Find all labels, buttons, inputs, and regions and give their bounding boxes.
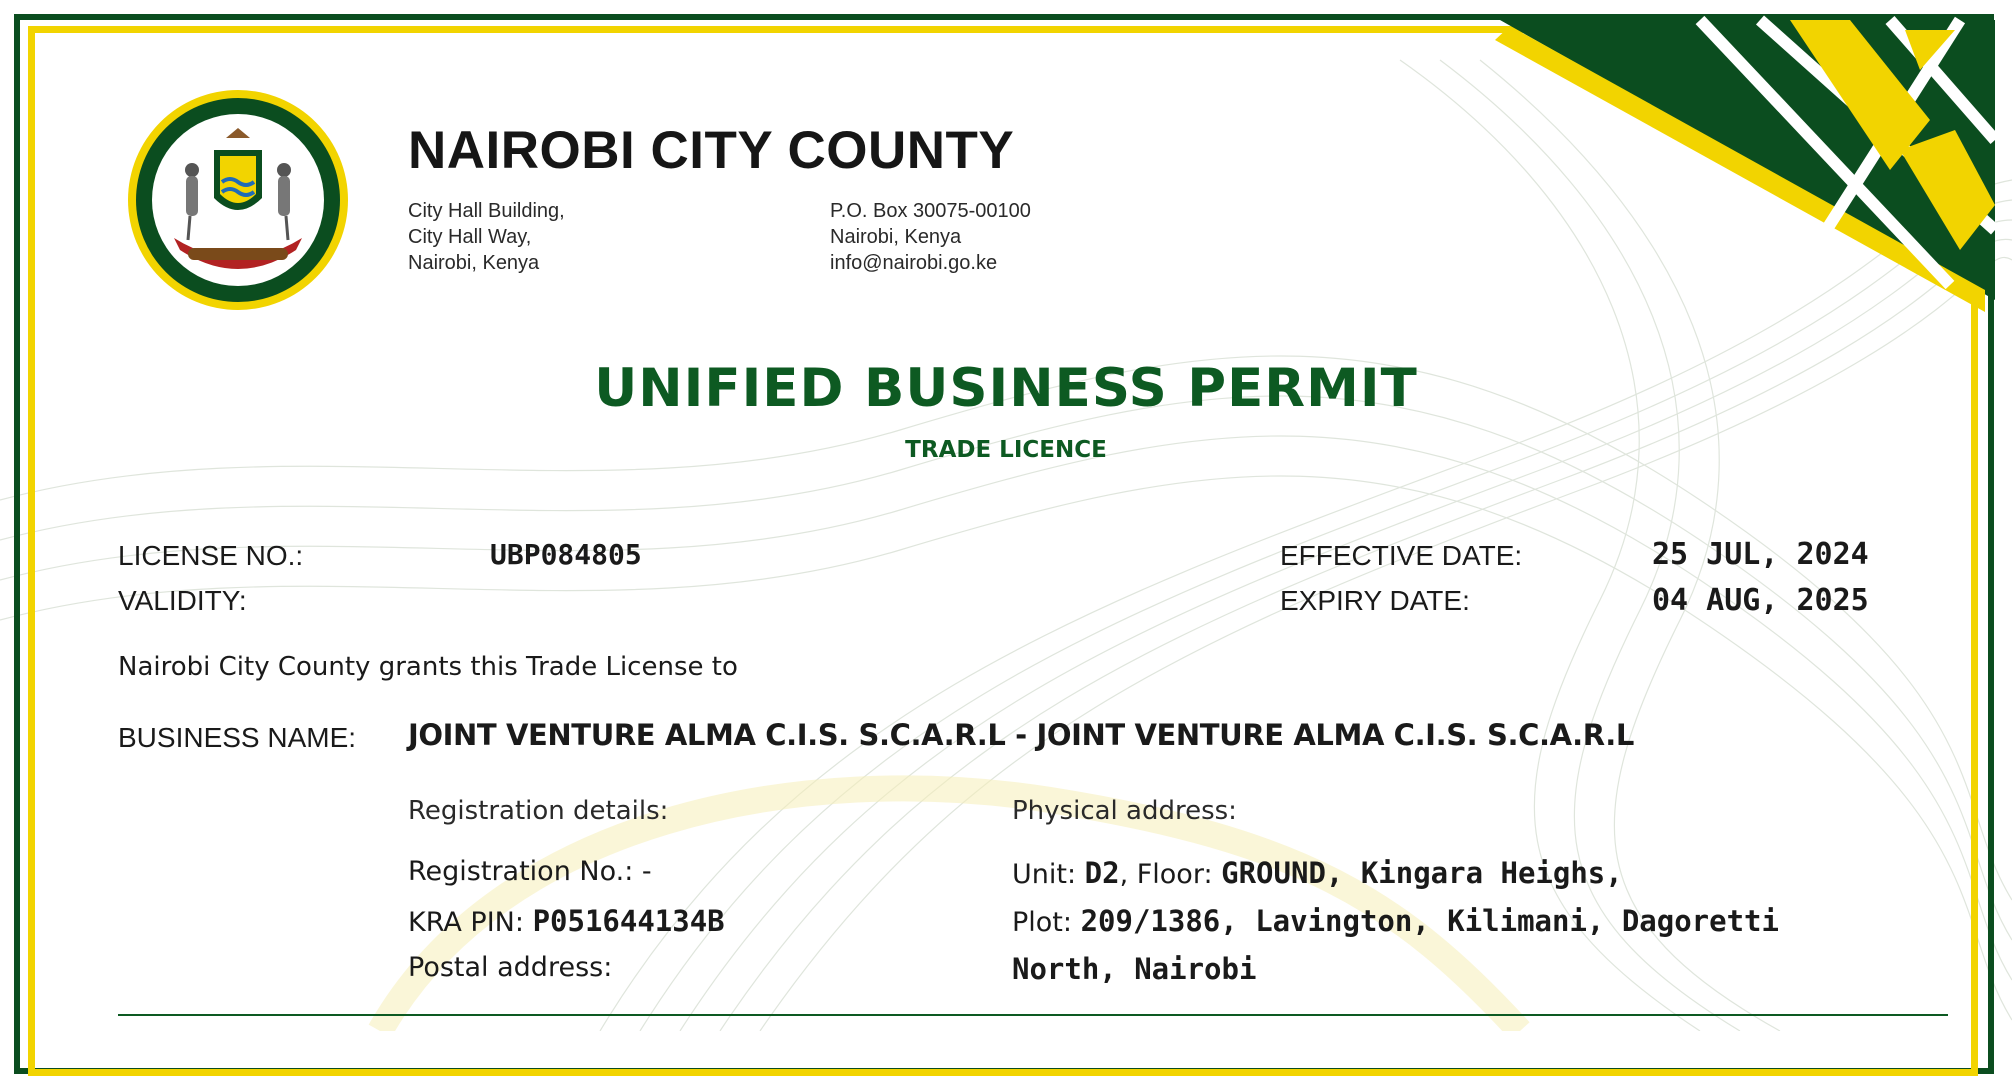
postal-address-label: Postal address: xyxy=(408,952,613,983)
floor-label: Floor: xyxy=(1136,859,1213,890)
license-number: UBP084805 xyxy=(490,538,642,571)
permit-title: UNIFIED BUSINESS PERMIT xyxy=(594,358,1418,419)
permit-subtitle: TRADE LICENCE xyxy=(905,437,1107,463)
email-link[interactable]: info@nairobi.go.ke xyxy=(830,252,998,274)
effective-date: 25 JUL, 2024 xyxy=(1652,537,1869,572)
effective-date-label: EFFECTIVE DATE: xyxy=(1280,540,1523,571)
unit-label: Unit: xyxy=(1012,859,1077,890)
business-name: JOINT VENTURE ALMA C.I.S. S.C.A.R.L - JOINT VENTURE ALMA C.I.S. S.C.A.R.L xyxy=(408,718,1634,752)
plot-value: 209/1386, Lavington, Kilimani, Dagoretti xyxy=(1080,904,1779,938)
address-line: City Hall Way, xyxy=(408,226,532,248)
physical-address-heading: Physical address: xyxy=(1012,796,1237,826)
business-name-label: BUSINESS NAME: xyxy=(118,722,357,753)
physical-line-2 xyxy=(1012,904,1779,938)
expiry-date-label: EXPIRY DATE: xyxy=(1280,585,1470,616)
plot-label: Plot: xyxy=(1012,907,1072,938)
validity-label: VALIDITY: xyxy=(118,585,247,616)
postal-box: P.O. Box 30075-00100 xyxy=(830,200,1031,222)
city-country: Nairobi, Kenya xyxy=(830,226,962,248)
organization-title: NAIROBI CITY COUNTY xyxy=(408,121,1015,180)
address-line: Nairobi, Kenya xyxy=(408,252,540,274)
kra-pin-label: KRA PIN: xyxy=(408,907,524,938)
physical-line-3 xyxy=(1012,952,1256,986)
kra-pin-row xyxy=(408,904,725,938)
license-number-label: LICENSE NO.: xyxy=(118,540,304,571)
floor-value: GROUND, Kingara Heighs, xyxy=(1221,856,1623,890)
physical-line-3-value: North, Nairobi xyxy=(1012,952,1257,986)
registration-heading: Registration details: xyxy=(408,796,669,826)
physical-line-1: Unit: D2, Floor: GROUND, Kingara Heighs, xyxy=(1012,856,1623,890)
kra-pin: P051644134B xyxy=(532,904,725,938)
registration-number-label: Registration No.: xyxy=(408,856,634,887)
registration-number: - xyxy=(641,856,652,887)
divider-line xyxy=(118,1014,1948,1016)
unit-value: D2 xyxy=(1084,856,1120,890)
registration-number-row xyxy=(408,856,652,887)
expiry-date: 04 AUG, 2025 xyxy=(1652,583,1869,618)
address-line: City Hall Building, xyxy=(408,200,565,222)
grant-statement: Nairobi City County grants this Trade License to xyxy=(118,652,738,682)
address-left xyxy=(408,198,565,276)
address-right xyxy=(830,198,1031,276)
county-seal-logo xyxy=(126,88,350,312)
